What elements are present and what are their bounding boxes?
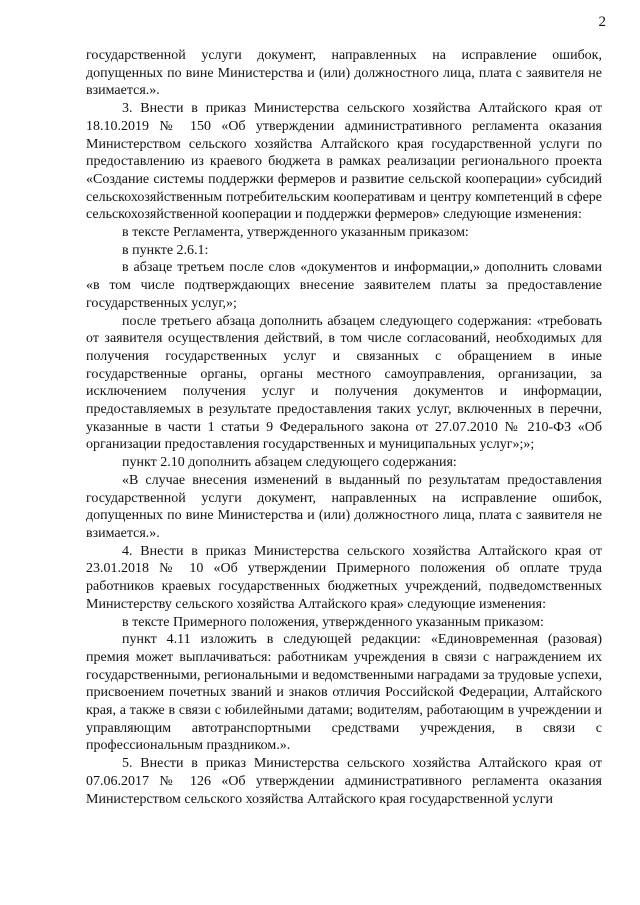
paragraph-regulation-text: в тексте Регламента, утвержденного указанным приказом: bbox=[122, 225, 469, 241]
paragraph-item-4: 4. Внести в приказ Министерства сельского хозяйства Алтайского края от 23.01.2018 № 10 «Об утверждении Примерного положения об оплате труда работников краевых государственных бюджетных учреждений, подведомственных Министерству сельского хозяйства Алтайского края» следующие изменения: bbox=[86, 543, 602, 612]
page-number: 2 bbox=[598, 14, 606, 30]
paragraph-add-abzac: после третьего абзаца дополнить абзацем следующего содержания: «требовать от заявителя осуществления действий, в том числе согласований, необходимых для получения государственных услуг и связанных с обращением в иные государственные органы, органы местного самоуправления, организации, за исключением получения услуг и получения документов и информации, предоставляемых в результате предоставления таких услуг, включенных в перечни, указанные в части 1 статьи 9 Федерального закона от 27.07.2010 № 210-ФЗ «Об организации предоставления государственных и муниципальных услуг»;»; bbox=[86, 313, 602, 453]
paragraph-continuation: государственной услуги документ, направленных на исправление ошибок, допущенных по вине Министерства и (или) должностного лица, плата с заявителя не взимается.». bbox=[86, 48, 602, 99]
paragraph-example-regulation: в тексте Примерного положения, утвержденного указанным приказом: bbox=[122, 614, 544, 630]
document-body bbox=[86, 47, 602, 808]
paragraph-clause-4-11: пункт 4.11 изложить в следующей редакции: «Единовременная (разовая) премия может выплачиваться: работникам учреждения в связи с награждением их государственными, региональными и ведомственными наградами за трудовые успехи, присвоением почетных званий и знаков отличия Российской Федерации, Алтайского края, а также в связи с юбилейными датами; водителям, работающим в учреждении и управляющим автотранспортными средствами учреждения, в связи с профессиональным праздником.». bbox=[86, 632, 602, 754]
paragraph-changes-quote: «В случае внесения изменений в выданный по результатам предоставления государственной услуги документ, направленных на исправление ошибок, допущенных по вине Министерства и (или) должностного лица, плата с заявителя не взимается.». bbox=[86, 472, 602, 541]
paragraph-item-5: 5. Внести в приказ Министерства сельского хозяйства Алтайского края от 07.06.2017 № 126 «Об утверждении административного регламента оказания Министерством сельского хозяйства Алтайского края государственной услуги bbox=[86, 756, 602, 807]
paragraph-clause-2-6-1: в пункте 2.6.1: bbox=[122, 242, 209, 258]
paragraph-third-abzac: в абзаце третьем после слов «документов и информации,» дополнить словами «в том числе подтверждающих внесение заявителем платы за предоставление государственных услуг,»; bbox=[86, 260, 602, 311]
paragraph-item-3: 3. Внести в приказ Министерства сельского хозяйства Алтайского края от 18.10.2019 № 150 «Об утверждении административного регламента оказания Министерством сельского хозяйства Алтайского края государственной услуги по предоставлению из краевого бюджета в рамках реализации регионального проекта «Создание системы поддержки фермеров и развитие сельской кооперации» субсидий сельскохозяйственным потребительским кооперативам и центру компетенций в сфере сельскохозяйственной кооперации и поддержки фермеров» следующие изменения: bbox=[86, 101, 602, 223]
paragraph-clause-2-10: пункт 2.10 дополнить абзацем следующего содержания: bbox=[122, 455, 457, 471]
